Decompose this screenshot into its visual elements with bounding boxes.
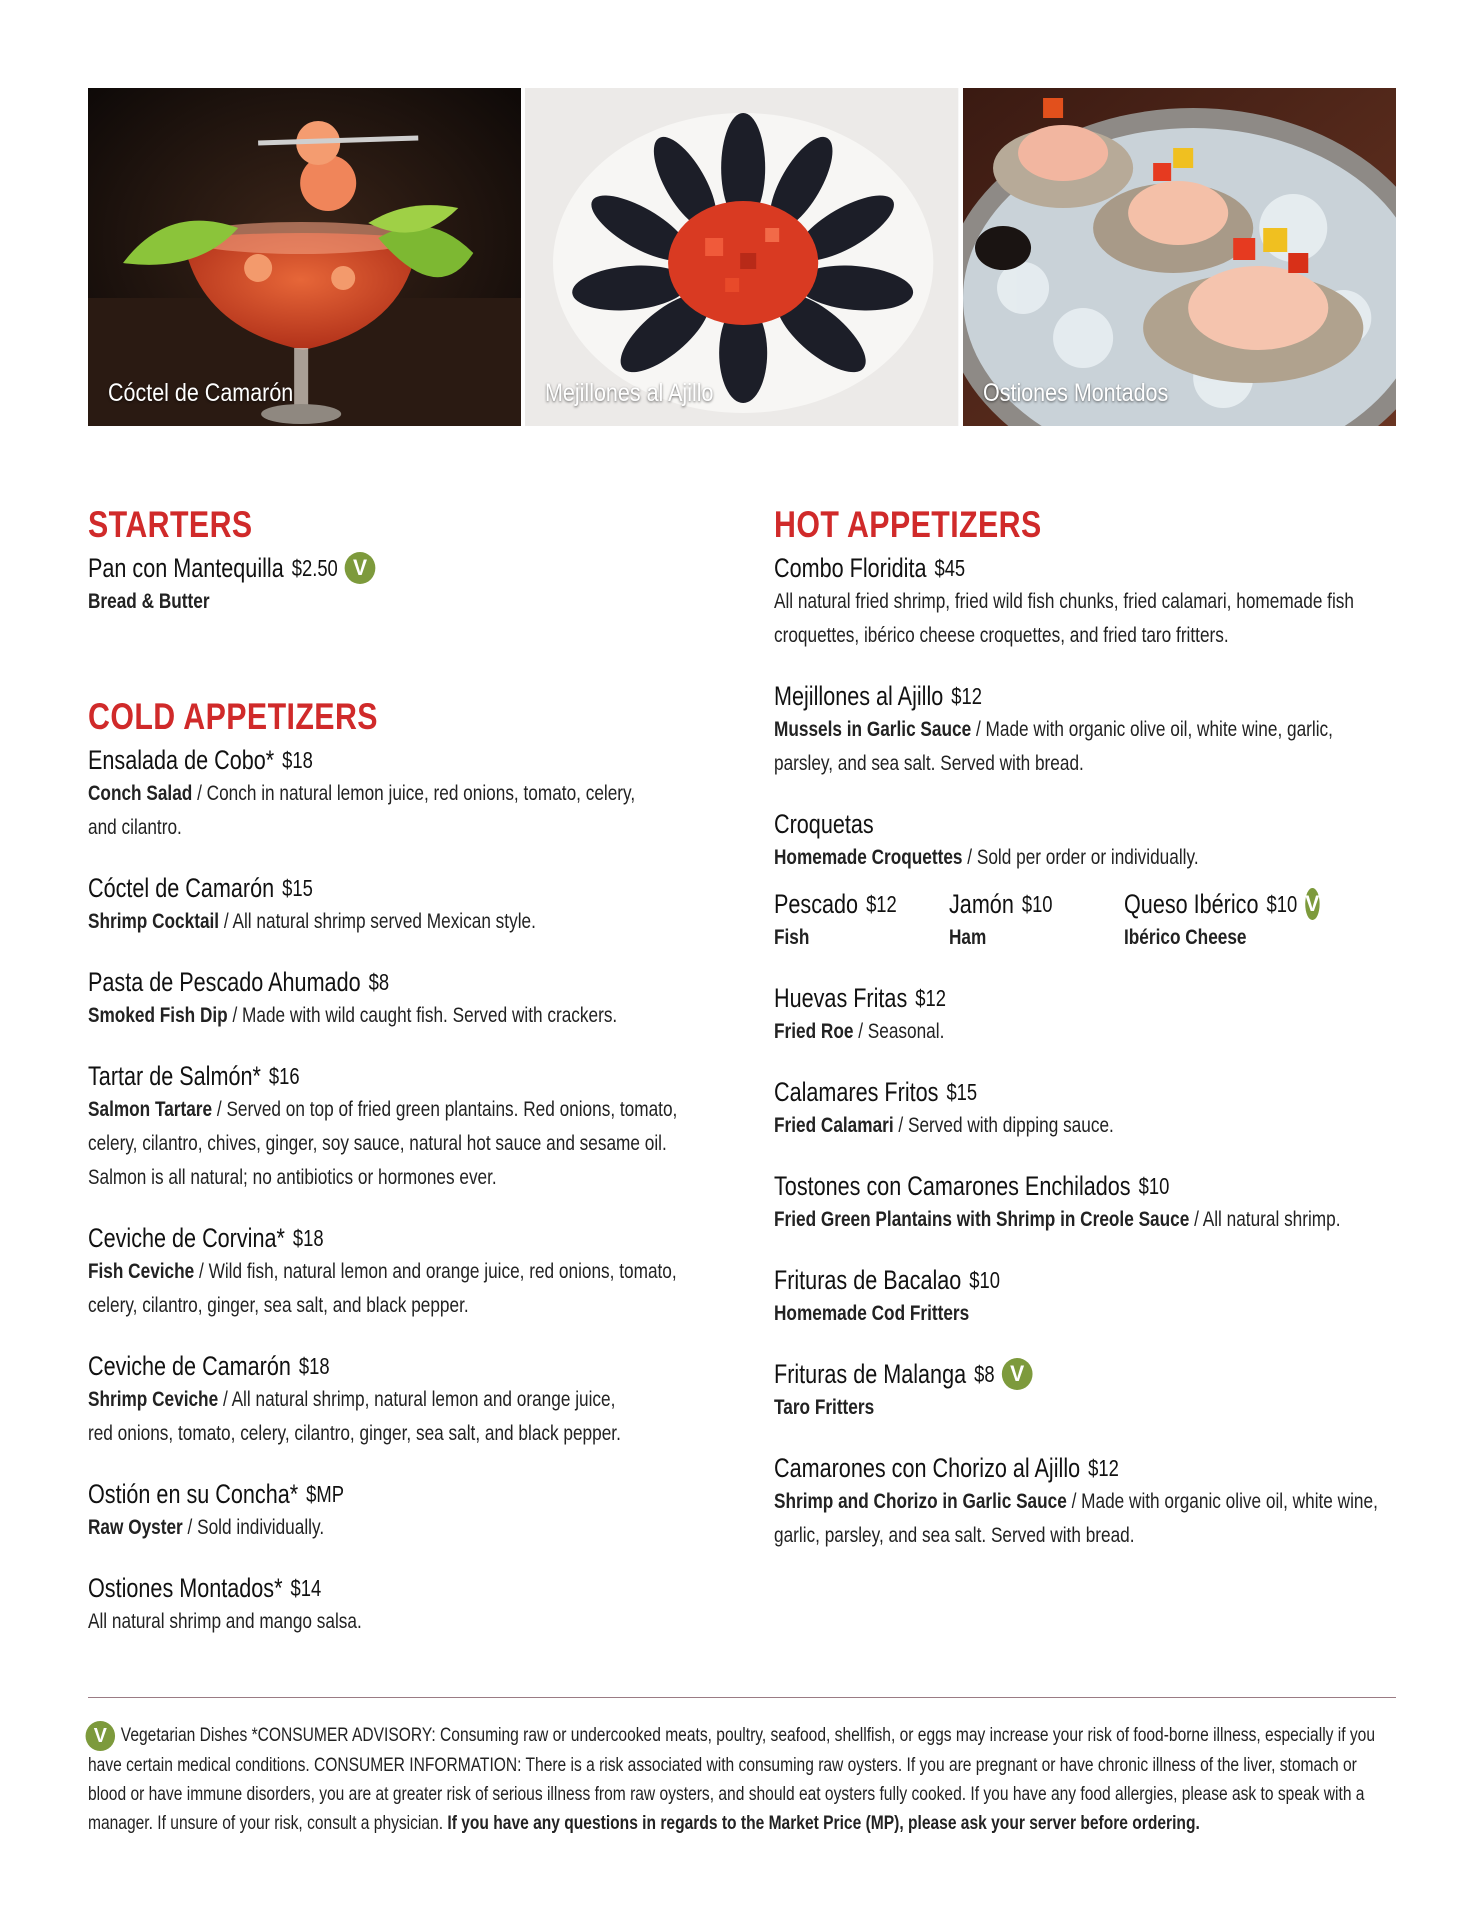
item-desc-bold: Shrimp Ceviche xyxy=(88,1388,219,1411)
vegetarian-badge-icon: V xyxy=(1306,888,1320,920)
item-desc: / Served on top of fried green plantains. Red onions, tomato, xyxy=(212,1098,678,1121)
item-desc-bold: Homemade Cod Fritters xyxy=(774,1302,970,1325)
item-desc: / Sold per order or individually. xyxy=(962,846,1199,869)
oysters-image xyxy=(963,88,1396,426)
menu-item xyxy=(774,1451,1414,1553)
item-name: Ceviche de Corvina* xyxy=(88,1223,285,1253)
item-desc: and cilantro. xyxy=(88,816,182,839)
item-price: $18 xyxy=(282,747,313,773)
shrimp-cocktail-image xyxy=(88,88,521,426)
item-desc-bold: Homemade Croquettes xyxy=(774,846,963,869)
photo-ostiones-montados xyxy=(963,88,1396,426)
item-price: $12 xyxy=(1088,1455,1119,1481)
item-price: $16 xyxy=(268,1063,300,1089)
item-name: Pan con Mantequilla xyxy=(88,553,284,583)
item-desc-bold: Fried Green Plantains with Shrimp in Creole Sauce xyxy=(774,1208,1190,1231)
item-name: Ceviche de Camarón xyxy=(88,1351,291,1381)
photo-mejillones-al-ajillo xyxy=(525,88,958,426)
footer-advisory xyxy=(88,1721,1396,1838)
item-price: $10 xyxy=(1021,891,1053,917)
item-price: $10 xyxy=(1138,1173,1170,1199)
item-name: Croquetas xyxy=(774,809,874,839)
vegetarian-legend: Vegetarian Dishes xyxy=(120,1725,248,1747)
menu-item xyxy=(774,1263,1414,1331)
item-desc: / Conch in natural lemon juice, red onions, tomato, celery, xyxy=(192,782,636,805)
item-price: $12 xyxy=(866,891,897,917)
item-name: Cóctel de Camarón xyxy=(88,873,275,903)
menu-item xyxy=(88,743,728,845)
item-desc-bold: Shrimp and Chorizo in Garlic Sauce xyxy=(774,1490,1067,1513)
item-desc-bold: Fish Ceviche xyxy=(88,1260,195,1283)
menu-item xyxy=(774,551,1414,653)
item-name: Calamares Fritos xyxy=(774,1077,939,1107)
item-desc: All natural fried shrimp, fried wild fish chunks, fried calamari, homemade fish xyxy=(774,590,1354,613)
item-desc: Salmon is all natural; no antibiotics or hormones ever. xyxy=(88,1166,497,1189)
item-name: Huevas Fritas xyxy=(774,983,908,1013)
menu-item xyxy=(88,1059,728,1195)
item-desc: red onions, tomato, celery, cilantro, ginger, sea salt, and black pepper. xyxy=(88,1422,621,1445)
item-desc: parsley, and sea salt. Served with bread. xyxy=(774,752,1084,775)
item-desc: garlic, parsley, and sea salt. Served with bread. xyxy=(774,1524,1135,1547)
menu-item xyxy=(774,1075,1414,1143)
menu-item xyxy=(88,1349,728,1451)
item-price: $45 xyxy=(934,555,966,581)
item-desc: / Seasonal. xyxy=(853,1020,945,1043)
item-name: Combo Floridita xyxy=(774,553,927,583)
item-price: $10 xyxy=(1266,891,1298,917)
photo-caption: Mejillones al Ajillo xyxy=(545,379,714,407)
item-name: Frituras de Bacalao xyxy=(774,1265,962,1295)
item-price: $18 xyxy=(292,1225,324,1251)
menu-item xyxy=(88,965,728,1033)
item-desc: / All natural shrimp, natural lemon and orange juice, xyxy=(218,1388,616,1411)
item-name: Pasta de Pescado Ahumado xyxy=(88,967,361,997)
croqueta-option xyxy=(774,887,949,955)
item-desc: / All natural shrimp. xyxy=(1189,1208,1341,1231)
item-desc: celery, cilantro, chives, ginger, soy sauce, natural hot sauce and sesame oil. xyxy=(88,1132,667,1155)
mussels-image xyxy=(525,88,958,426)
photo-strip xyxy=(88,88,1396,426)
item-name: Ostiones Montados* xyxy=(88,1573,283,1603)
item-price: $15 xyxy=(282,875,313,901)
item-name: Pescado xyxy=(774,889,859,919)
menu-item xyxy=(774,1357,1414,1425)
divider xyxy=(88,1697,1396,1698)
croqueta-option xyxy=(1124,887,1354,955)
item-desc: / All natural shrimp served Mexican style. xyxy=(219,910,536,933)
item-desc: / Made with wild caught fish. Served with crackers. xyxy=(227,1004,618,1027)
item-price: $12 xyxy=(951,683,982,709)
item-price: $8 xyxy=(368,969,390,995)
item-desc-bold: Conch Salad xyxy=(88,782,193,805)
photo-coctel-de-camaron xyxy=(88,88,521,426)
photo-caption: Ostiones Montados xyxy=(982,379,1168,407)
item-desc-bold: Bread & Butter xyxy=(88,590,210,613)
item-desc-bold: Salmon Tartare xyxy=(88,1098,213,1121)
item-name: Frituras de Malanga xyxy=(774,1359,967,1389)
item-desc-bold: Fried Calamari xyxy=(774,1114,894,1137)
menu-item xyxy=(88,1477,728,1545)
menu-item xyxy=(774,679,1414,781)
item-desc: / Served with dipping sauce. xyxy=(893,1114,1114,1137)
croquetas-options xyxy=(774,887,1414,955)
item-desc-bold: Smoked Fish Dip xyxy=(88,1004,228,1027)
item-name: Tartar de Salmón* xyxy=(88,1061,261,1091)
menu-item xyxy=(774,981,1414,1049)
item-price: $MP xyxy=(306,1481,344,1507)
vegetarian-badge-icon: V xyxy=(345,552,376,584)
item-desc-bold: Fish xyxy=(774,926,810,949)
consumer-advisory: *CONSUMER ADVISORY: Consuming raw or undercooked meats, poultry, seafood, shellfish, or eggs may increase your risk of food-borne illness, especially if you have certain medical conditions. CONSUMER INFORMATION: There is a risk associated with consuming raw oysters. If you are pregnant or have chronic illness of the liver, stomach or blood or have immune disorders, you are at greater risk of serious illness from raw oysters, and should eat oysters fully cooked. If you have any food allergies, please ask to speak with a manager. If unsure of your risk, consult a physician. xyxy=(88,1725,1376,1834)
item-desc-bold: Shrimp Cocktail xyxy=(88,910,220,933)
item-desc: / Wild fish, natural lemon and orange juice, red onions, tomato, xyxy=(194,1260,677,1283)
menu-item xyxy=(774,1169,1414,1237)
menu-item xyxy=(88,1571,728,1639)
left-column xyxy=(88,505,728,1665)
menu-item xyxy=(88,1221,728,1323)
item-price: $14 xyxy=(290,1575,322,1601)
cold-appetizers-heading: COLD APPETIZERS xyxy=(88,696,378,737)
item-desc: / Made with organic olive oil, white wine, garlic, xyxy=(971,718,1333,741)
right-column xyxy=(774,505,1414,1579)
menu-item xyxy=(88,871,728,939)
croqueta-option xyxy=(949,887,1124,955)
item-desc-bold: Ibérico Cheese xyxy=(1124,926,1247,949)
item-desc-bold: Raw Oyster xyxy=(88,1516,183,1539)
item-name: Ostión en su Concha* xyxy=(88,1479,299,1509)
item-name: Queso Ibérico xyxy=(1124,889,1259,919)
item-desc-bold: Taro Fritters xyxy=(774,1396,875,1419)
item-price: $15 xyxy=(946,1079,978,1105)
item-name: Mejillones al Ajillo xyxy=(774,681,944,711)
item-name: Camarones con Chorizo al Ajillo xyxy=(774,1453,1081,1483)
vegetarian-badge-icon: V xyxy=(86,1721,116,1751)
item-name: Tostones con Camarones Enchilados xyxy=(774,1171,1131,1201)
item-name: Ensalada de Cobo* xyxy=(88,745,275,775)
vegetarian-badge-icon: V xyxy=(1002,1358,1033,1390)
item-desc: / Made with organic olive oil, white wine, xyxy=(1066,1490,1378,1513)
item-desc: All natural shrimp and mango salsa. xyxy=(88,1610,362,1633)
menu-item xyxy=(88,551,728,619)
item-price: $12 xyxy=(915,985,946,1011)
item-price: $10 xyxy=(969,1267,1000,1293)
item-name: Jamón xyxy=(949,889,1014,919)
item-desc-bold: Fried Roe xyxy=(774,1020,854,1043)
item-price: $18 xyxy=(298,1353,330,1379)
item-desc-bold: Ham xyxy=(949,926,987,949)
item-price: $2.50 xyxy=(291,555,338,581)
item-desc: croquettes, ibérico cheese croquettes, and fried taro fritters. xyxy=(774,624,1229,647)
item-desc: celery, cilantro, ginger, sea salt, and black pepper. xyxy=(88,1294,469,1317)
photo-caption: Cóctel de Camarón xyxy=(108,379,294,407)
starters-heading: STARTERS xyxy=(88,504,253,545)
menu-item xyxy=(774,807,1414,875)
item-desc: / Sold individually. xyxy=(182,1516,325,1539)
market-price-note: If you have any questions in regards to the Market Price (MP), please ask your server before ordering. xyxy=(447,1813,1200,1834)
item-price: $8 xyxy=(974,1361,995,1387)
item-desc-bold: Mussels in Garlic Sauce xyxy=(774,718,972,741)
hot-appetizers-heading: HOT APPETIZERS xyxy=(774,504,1042,545)
